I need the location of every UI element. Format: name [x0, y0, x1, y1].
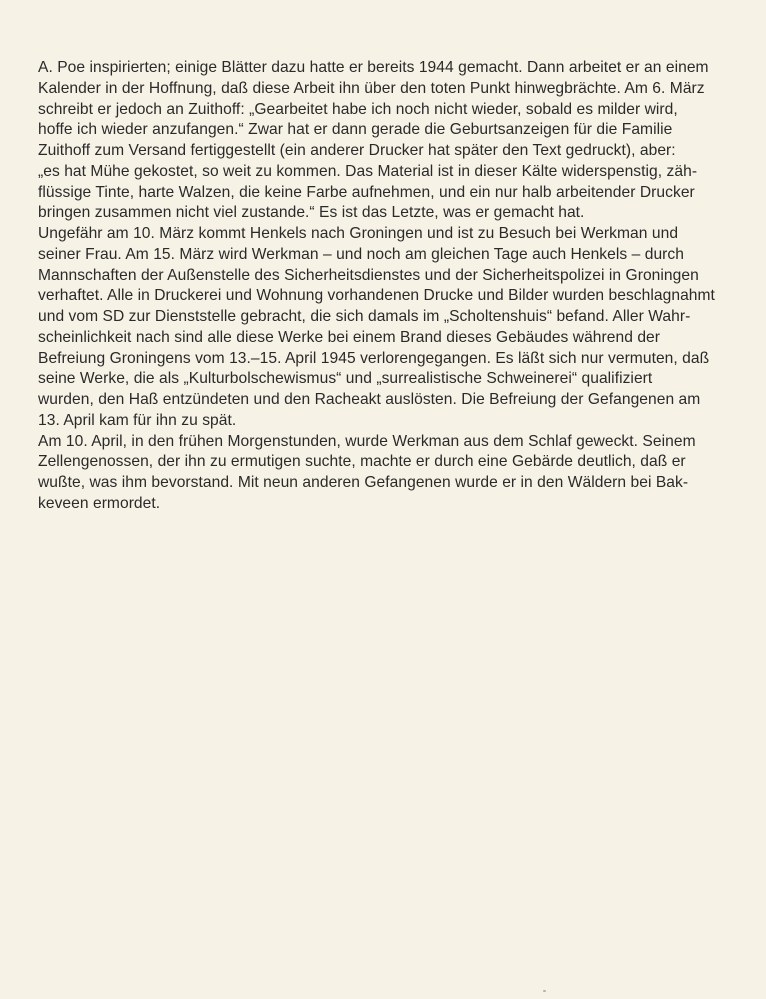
text-line: und vom SD zur Dienststelle gebracht, die sich damals im „Scholtenshuis“ befand. Aller Wahr- [38, 308, 691, 325]
text-line: bringen zusammen nicht viel zustande.“ Es ist das Letzte, was er gemacht hat. [38, 204, 585, 222]
paper-speck [543, 990, 546, 992]
text-line: Befreiung Groningens vom 13.–15. April 1945 verlorengegangen. Es läßt sich nur vermuten, daß [38, 349, 710, 367]
text-line: Am 10. April, in den frühen Morgenstunden, wurde Werkman aus dem Schlaf geweckt. Seinem [38, 432, 696, 450]
text-line: seiner Frau. Am 15. März wird Werkman – und noch am gleichen Tage auch Henkels – durch [38, 245, 684, 263]
text-line: seine Werke, die als „Kulturbolschewismus“ und „surrealistische Schweinerei“ qualifiziert [38, 370, 653, 388]
text-line: hoffe ich wieder anzufangen.“ Zwar hat er dann gerade die Geburtsanzeigen für die Familie [38, 121, 673, 139]
body-text [38, 58, 758, 515]
text-line: flüssige Tinte, harte Walzen, die keine Farbe aufnehmen, und ein nur halb arbeitender Drucker [38, 183, 695, 201]
text-line: 13. April kam für ihn zu spät. [38, 411, 237, 429]
text-line: Zuithoff zum Versand fertiggestellt (ein anderer Drucker hat später den Text gedruckt), aber: [38, 142, 676, 159]
text-line: Kalender in der Hoffnung, daß diese Arbeit ihn über den toten Punkt hinwegbrächte. Am 6. März [38, 79, 705, 97]
text-line: wurden, den Haß entzündeten und den Racheakt auslösten. Die Befreiung der Gefangenen am [38, 391, 701, 408]
text-line: A. Poe inspirierten; einige Blätter dazu hatte er bereits 1944 gemacht. Dann arbeitet er an einem [38, 59, 709, 76]
text-line: keveen ermordet. [38, 494, 161, 512]
text-line: „es hat Mühe gekostet, so weit zu kommen. Das Material ist in dieser Kälte widerspenstig, zäh- [38, 162, 698, 180]
text-line: Zellengenossen, der ihn zu ermutigen suchte, machte er durch eine Gebärde deutlich, daß er [38, 453, 686, 471]
text-line: Ungefähr am 10. März kommt Henkels nach Groningen und ist zu Besuch bei Werkman und [38, 225, 679, 242]
text-line: Mannschaften der Außenstelle des Sicherheitsdienstes und der Sicherheitspolizei in Groningen [38, 266, 699, 284]
text-line: verhaftet. Alle in Druckerei und Wohnung vorhandenen Drucke und Bilder wurden beschlagnahmt [38, 287, 715, 305]
text-line: scheinlichkeit nach sind alle diese Werke bei einem Brand dieses Gebäudes während der [38, 328, 661, 346]
text-line: wußte, was ihm bevorstand. Mit neun anderen Gefangenen wurde er in den Wäldern bei Bak- [38, 474, 689, 491]
text-line: schreibt er jedoch an Zuithoff: „Gearbeitet habe ich noch nicht wieder, sobald es milder wird, [38, 100, 678, 118]
